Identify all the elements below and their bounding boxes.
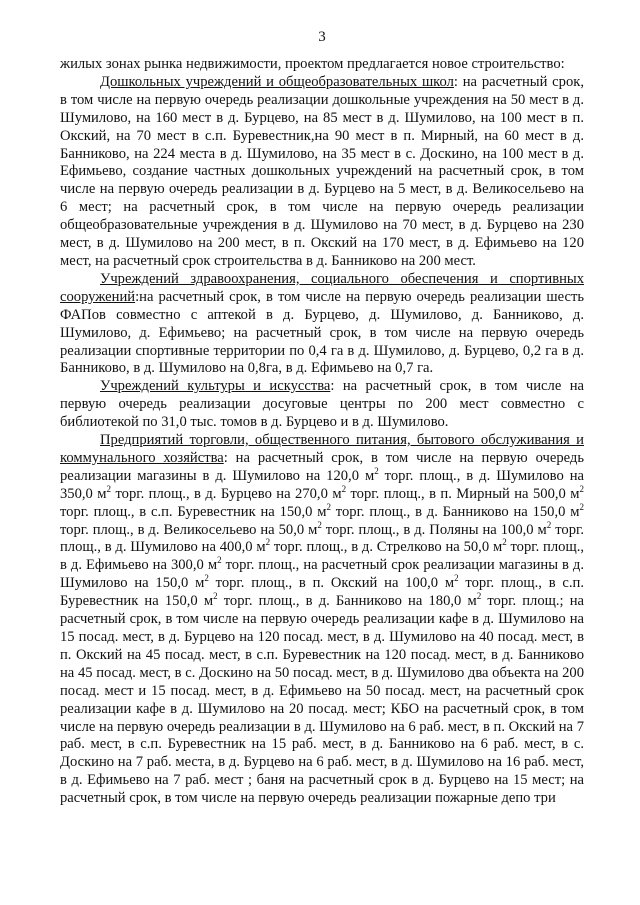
paragraph-preschool-schools xyxy=(60,74,584,271)
paragraph-healthcare-sports xyxy=(60,271,584,378)
paragraph-culture-arts xyxy=(60,378,584,432)
document-page xyxy=(60,28,584,808)
paragraph-trade-services xyxy=(60,432,584,808)
section-heading-trade-services: Предприятий торговли, общественного питания, бытового обслуживания и коммунального хозяйства xyxy=(60,432,584,466)
paragraph-trade-services-text: : на расчетный срок, в том числе на первую очередь реализации магазины в д. Шумилово на 120,0 $м^2$ торг. площ., в д. Шумилово на 350,0 $м^2$ торг. площ., в д. Бурцево на 270,0 $м^2$ торг. площ., в п. Мирный на 500,0 $м^2$ торг. площ., в с.п. Буревестник на 150,0 $м^2$ торг. площ., в д. Банниково на 150,0 $м^2$ торг. площ., в д. Великосельево на 50,0 $м^2$ торг. площ., в д. Поляны на 100,0 $м^2$ торг. площ., в д. Шумилово на 400,0 $м^2$ торг. площ., в д. Стрелково на 50,0 $м^2$ торг. площ., в д. Ефимьево на 300,0 $м^2$ торг. площ., на расчетный срок реализации магазины в д. Шумилово на 150,0 $м^2$ торг. площ., в п. Окский на 100,0 $м^2$ торг. площ., в с.п. Буревестник на 150,0 $м^2$ торг. площ., в д. Банниково на 180,0 $м^2$ торг. площ.; на расчетный срок, в том числе на первую очередь реализации кафе в д. Шумилово на 15 посад. мест, в д. Бурцево на 120 посад. мест, в д. Шумилово на 40 посад. мест, в п. Окский на 45 посад. мест, в с.п. Буревестник на 120 посад. мест, в д. Банниково на 45 посад. мест, в с. Доскино на 50 посад. мест, в д. Шумилово два объекта на 200 посад. мест и 15 посад. мест, в д. Ефимьево на 50 посад. мест, на расчетный срок реализации кафе в д. Шумилово на 20 посад. мест; КБО на расчетный срок, в том числе на первую очередь реализации в д. Шумилово на 6 раб. мест, в п. Окский на 7 раб. мест, в с.п. Буревестник на 15 раб. мест, в д. Банниково на 6 раб. мест, в с. Доскино на 7 раб. места, в д. Бурцево на 6 раб. мест, в д. Шумилово на 16 раб. мест, в д. Ефимьево на 7 раб. мест ; баня на расчетный срок в д. Бурцево на 15 мест; на расчетный срок, в том числе на первую очередь реализации пожарные депо три xyxy=(60,449,585,807)
paragraph-intro xyxy=(60,56,584,74)
paragraph-healthcare-sports-text: :на расчетный срок, в том числе на первую очередь реализации шесть ФАПов совместно с аптекой в д. Бурцево, д. Шумилово, д. Банниково, д. Шумилово, д. Ефимьево; на расчетный срок, в том числе на первую очередь реализации спортивные территории по 0,4 га в д. Шумилово, д. Бурцево, 0,2 га в д. Банниково, в д. Шумилово на 0,8га, в д. Ефимьево на 0,7 га. xyxy=(60,288,584,377)
paragraph-culture-arts-text: : на расчетный срок, в том числе на первую очередь реализации досуговые центры по 200 мест совместно с библиотекой по 31,0 тыс. томов в д. Бурцево и в д. Шумилово. xyxy=(60,378,584,431)
paragraph-intro-text: жилых зонах рынка недвижимости, проектом предлагается новое строительство: xyxy=(60,56,565,72)
paragraph-preschool-schools-text: : на расчетный срок, в том числе на первую очередь реализации дошкольные учреждения на 50 мест в д. Шумилово, на 160 мест в д. Бурцево, на 85 мест в д. Шумилово, на 100 мест в п. Окский, на 70 мест в с.п. Буревестник,на 90 мест в п. Мирный, на 60 мест в д. Банниково, на 224 места в д. Шумилово, на 35 мест в с. Доскино, на 100 мест в д. Ефимьево, создание частных дошкольных учреждений на расчетный срок, в том числе на первую очередь реализации в д. Бурцево на 5 мест, в д. Великосельево на 6 мест; на расчетный срок, в том числе на первую очередь реализации общеобразовательные учреждения в д. Шумилово на 70 мест, в д. Бурцево на 230 мест, в д. Шумилово на 200 мест, в п. Окский на 170 мест, в д. Ефимьево на 120 мест, на расчетный срок строительства в д. Банниково на 200 мест. xyxy=(60,73,584,269)
section-heading-healthcare-sports: Учреждений здравоохранения, социального обеспечения и спортивных сооружений xyxy=(60,270,584,305)
section-heading-preschool-schools: Дошкольных учреждений и общеобразовательных школ xyxy=(100,73,454,90)
section-heading-culture-arts: Учреждений культуры и искусства xyxy=(100,378,331,395)
page-number: 3 xyxy=(318,29,326,45)
